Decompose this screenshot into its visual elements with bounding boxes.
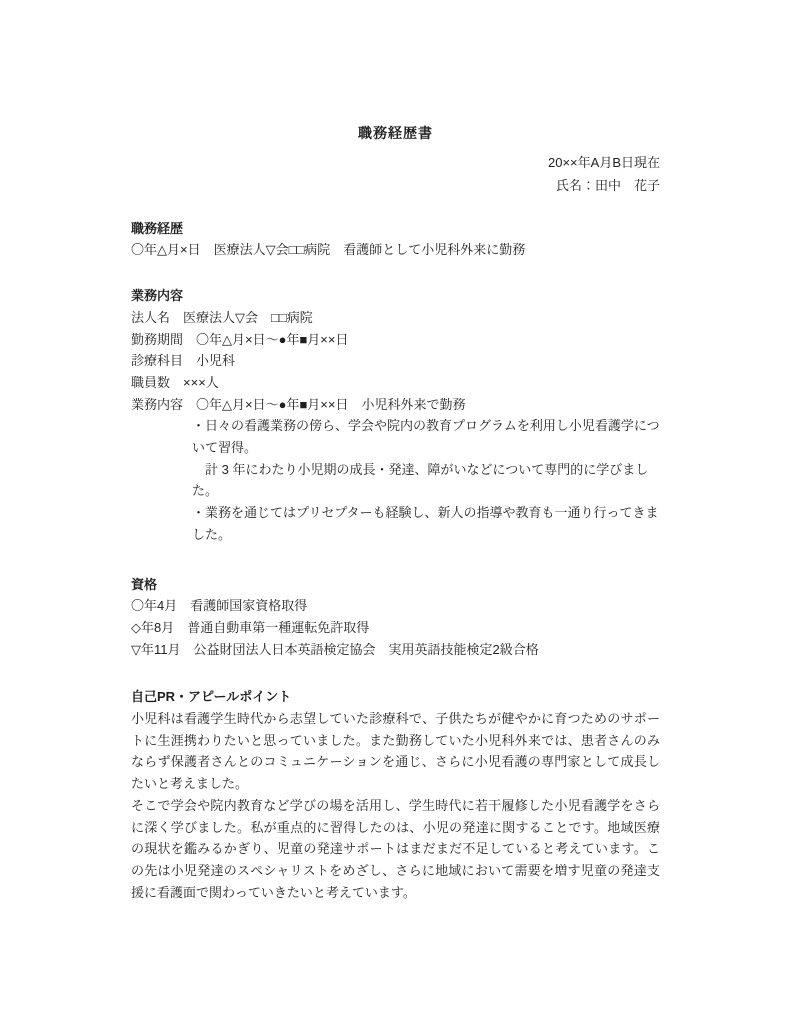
- applicant-name-line: 氏名：田中 花子: [555, 177, 660, 193]
- row-label: 診療科目: [131, 353, 184, 369]
- row-value: 〇年△月×日～●年■月××日: [196, 331, 349, 347]
- duties-row-corporation: [131, 307, 660, 329]
- note-text: 業務を通じてはプリセプターも経験し、新人の指導や教育も一通り行ってきました。: [192, 505, 659, 542]
- duties-row-department: [131, 350, 660, 372]
- career-history-section: [131, 218, 660, 261]
- note-text: 日々の看護業務の傍ら、学会や院内の教育プログラムを利用し小児看護学について習得。: [192, 418, 660, 456]
- document-title: 職務経歴書: [358, 125, 433, 141]
- qualifications-heading: 資格: [131, 576, 158, 592]
- row-value: 小児科: [196, 353, 236, 369]
- row-label: 法人名: [131, 309, 171, 325]
- self-pr-section: [131, 686, 660, 903]
- duties-heading: 業務内容: [131, 288, 184, 304]
- self-pr-paragraph: 小児科は看護学生時代から志望していた診療科で、子供たちが健やかに育つためのサポートに生涯携わりたいと思っていました。また勤務していた小児科外来では、患者さんのみならず保護者さんとのコミュニケーションを通じ、さらに小児看護の専門家として成長したいと考えました。: [131, 711, 660, 792]
- row-value: 医療法人▽会 □□病院: [183, 309, 313, 325]
- duties-section: [131, 285, 660, 545]
- bullet-marker: ・: [192, 418, 206, 434]
- row-label: 業務内容: [131, 396, 184, 412]
- bullet-marker: ・: [192, 505, 206, 521]
- note-text: 計 3 年にわたり小児期の成長・発達、障がいなどについて専門的に学びました。: [192, 461, 649, 499]
- qualification-item: ◇年8月 普通自動車第一種運転免許取得: [131, 619, 370, 635]
- career-history-line: 〇年△月×日 医療法人▽会□□病院 看護師として小児科外来に勤務: [131, 242, 526, 258]
- current-date-line: 20××年A月B日現在: [548, 154, 660, 170]
- row-value: 〇年△月×日～●年■月××日 小児科外来で勤務: [196, 396, 466, 412]
- resume-content: [131, 123, 660, 903]
- duties-note: [131, 415, 660, 458]
- qualifications-section: [131, 574, 660, 661]
- row-label: 職員数: [131, 374, 171, 390]
- qualification-item: ▽年11月 公益財団法人日本英語検定協会 実用英語技能検定2級合格: [131, 641, 539, 657]
- duties-note-continuation: [131, 459, 660, 502]
- duties-row-staff-count: [131, 372, 660, 394]
- row-value: ×××人: [183, 374, 219, 390]
- duties-row-period: [131, 329, 660, 351]
- duties-row-description: [131, 394, 660, 416]
- qualification-item: 〇年4月 看護師国家資格取得: [131, 598, 308, 614]
- career-history-heading: 職務経歴: [131, 220, 184, 236]
- duties-note: [131, 502, 660, 545]
- row-label: 勤務期間: [131, 331, 184, 347]
- self-pr-paragraph: そこで学会や院内教育など学びの場を活用し、学生時代に若干履修した小児看護学をさらに深く学びました。私が重点的に習得したのは、小児の発達に関することです。地域医療の現状を鑑みるかぎり、児童の発達サポートはまだまだ不足していると考えています。この先は小児発達のスペシャリストをめざし、さらに地域において需要を増す児童の発達支援に看護面で関わっていきたいと考えています。: [131, 797, 660, 900]
- self-pr-heading: 自己PR・アピールポイント: [131, 689, 292, 705]
